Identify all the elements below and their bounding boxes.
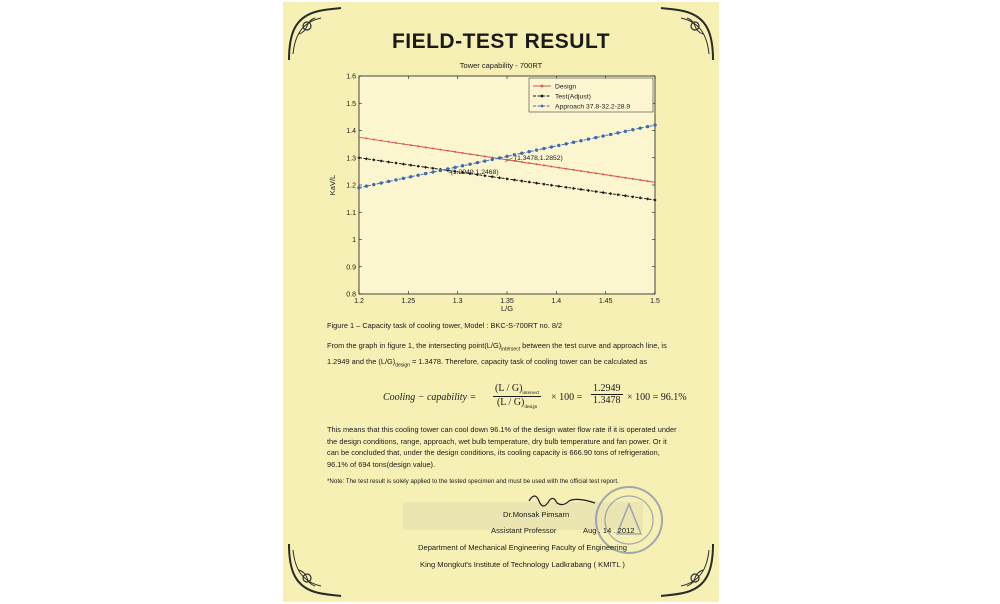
series-point: [646, 125, 649, 128]
department-line: Department of Mechanical Engineering Faculty of Engineering: [418, 543, 627, 552]
legend-label: Test(Adjust): [555, 93, 591, 101]
x-tick-label: 1.4: [551, 298, 562, 305]
series-point: [639, 179, 641, 181]
x-tick-label: 1.2: [354, 298, 364, 305]
y-axis-label: KaV/L: [328, 174, 337, 196]
series-point: [506, 155, 509, 158]
series-point: [380, 140, 382, 142]
series-point: [424, 172, 427, 175]
series-point: [594, 136, 597, 139]
intro-paragraph: [327, 340, 677, 372]
series-point: [654, 124, 657, 127]
legend-label: Design: [555, 83, 577, 91]
series-point: [447, 150, 449, 152]
series-point: [654, 181, 656, 183]
series-point: [610, 175, 612, 177]
series-point: [617, 131, 620, 134]
y-tick-label: 0.8: [346, 291, 356, 299]
formula-frac1-num: (L / G): [495, 383, 523, 394]
legend-marker: [541, 85, 544, 88]
series-point: [469, 163, 472, 166]
series-point: [439, 149, 441, 151]
series-point: [446, 167, 449, 170]
formula-times-1: × 100 =: [551, 392, 583, 403]
series-point: [632, 178, 634, 180]
series-point: [647, 180, 649, 182]
document-page: [283, 2, 719, 602]
series-point: [550, 166, 552, 168]
formula-result: × 100 = 96.1%: [627, 392, 687, 403]
series-point: [595, 172, 597, 174]
series-point: [387, 180, 390, 183]
document-title: FIELD-TEST RESULT: [391, 30, 611, 53]
series-point: [432, 171, 435, 174]
conclusion-paragraph: This means that this cooling tower can cool down 96.1% of the design water flow rate if it is operated under the design conditions, range, approach, wet bulb temperature, dry bulb temperature and fan power. Or it can be concluded that, under the design conditions, its cooling capacity is 666.90 tons of refrigeration, 96.1% of 694 tons(design value).: [327, 425, 677, 469]
y-tick-label: 0.9: [346, 264, 356, 272]
series-point: [580, 139, 583, 142]
series-point: [365, 185, 368, 188]
series-point: [557, 144, 560, 147]
series-point: [388, 141, 390, 143]
annotation-label: (1.2949,1.2468): [450, 169, 499, 177]
series-point: [409, 175, 412, 178]
series-point: [491, 158, 494, 161]
series-point: [543, 164, 545, 166]
signatory-position: Assistant Professor: [491, 526, 557, 535]
series-point: [372, 183, 375, 186]
y-tick-label: 1.5: [346, 100, 356, 108]
series-point: [550, 145, 553, 148]
series-point: [476, 154, 478, 156]
series-point: [365, 137, 367, 139]
series-point: [395, 178, 398, 181]
series-point: [358, 186, 361, 189]
series-point: [573, 169, 575, 171]
design-subscript: design: [395, 362, 410, 369]
intro-text-1: From the graph in figure 1, the intersecting point(L/G): [327, 341, 502, 350]
series-point: [417, 145, 419, 147]
formula-lhs: Cooling − capability =: [383, 392, 477, 403]
series-point: [565, 168, 567, 170]
signature-date: Aug . 14 . 2012: [583, 526, 635, 535]
x-axis-label: L/G: [500, 304, 514, 313]
series-point: [425, 146, 427, 148]
formula-frac2-num: 1.2949: [593, 383, 621, 394]
series-point: [528, 150, 531, 153]
series-point: [580, 170, 582, 172]
legend-marker: [541, 95, 544, 98]
series-point: [528, 162, 530, 164]
corner-ornament-bottom-right: [657, 540, 717, 600]
series-point: [639, 127, 642, 130]
series-point: [602, 135, 605, 138]
series-point: [476, 161, 479, 164]
legend-label: Approach 37.8-32.2-28.9: [555, 103, 631, 111]
y-tick-label: 1.6: [346, 73, 356, 81]
series-point: [602, 173, 604, 175]
series-point: [469, 153, 471, 155]
series-point: [462, 152, 464, 154]
series-point: [543, 147, 546, 150]
signatory-name: Dr.Monsak Pimsarn: [503, 510, 570, 519]
series-point: [402, 177, 405, 180]
y-tick-label: 1.3: [346, 155, 356, 163]
series-point: [380, 182, 383, 185]
disclaimer-note: *Note: The test result is solely applied to the tested specimen and must be used with the official test report.: [327, 478, 619, 485]
y-tick-label: 1.1: [346, 209, 356, 217]
capability-formula: [383, 383, 687, 413]
series-point: [461, 164, 464, 167]
series-point: [373, 139, 375, 141]
series-point: [631, 128, 634, 131]
y-tick-label: 1.2: [346, 182, 356, 190]
formula-fraction-2: [591, 383, 623, 406]
y-tick-label: 1.4: [346, 128, 356, 135]
annotation-label: (1.3478,1.2852): [514, 154, 563, 162]
series-point: [410, 144, 412, 146]
series-point: [609, 133, 612, 136]
series-point: [498, 156, 501, 159]
series-point: [402, 143, 404, 145]
series-point: [565, 142, 568, 145]
series-point: [536, 163, 538, 165]
capability-chart: [325, 58, 677, 320]
series-point: [587, 171, 589, 173]
formula-frac1-den-sub: design: [524, 405, 538, 410]
intro-text-2: between the test curve and approach line, is 1.2949 and the (L/G): [327, 341, 667, 366]
x-tick-label: 1.3: [452, 298, 463, 305]
series-point: [358, 136, 360, 138]
series-point: [454, 151, 456, 153]
series-point: [572, 141, 575, 144]
x-tick-label: 1.35: [500, 298, 514, 305]
intro-text-3: = 1.3478. Therefore, capacity task of cooling tower can be calculated as: [409, 356, 648, 366]
formula-frac1-den: (L / G): [496, 397, 525, 408]
series-point: [432, 148, 434, 150]
figure-caption: Figure 1 – Capacity task of cooling tower, Model : BKC-S-700RT no. 8/2: [327, 321, 563, 330]
x-tick-label: 1.5: [650, 298, 660, 305]
series-point: [484, 155, 486, 157]
legend-marker: [541, 105, 544, 108]
institute-line: King Mongkut's Institute of Technology Ladkrabang ( KMITL ): [420, 560, 625, 569]
formula-frac1-num-sub: intersect: [522, 391, 540, 396]
corner-ornament-bottom-left: [285, 540, 345, 600]
x-tick-label: 1.25: [401, 298, 416, 305]
series-point: [558, 167, 560, 169]
intersect-subscript: intersect: [501, 346, 521, 353]
formula-frac2-den: 1.3478: [593, 395, 621, 406]
series-point: [535, 149, 538, 152]
series-point: [483, 160, 486, 163]
x-tick-label: 1.45: [598, 298, 613, 305]
y-tick-label: 1: [352, 237, 356, 244]
series-point: [624, 130, 627, 133]
series-point: [439, 169, 442, 172]
formula-fraction-1: [493, 383, 541, 410]
series-point: [617, 176, 619, 178]
series-point: [417, 174, 420, 177]
series-point: [624, 177, 626, 179]
series-point: [587, 138, 590, 141]
chart-legend: [529, 78, 653, 112]
series-point: [395, 142, 397, 144]
chart-title: Tower capability - 700RT: [459, 61, 543, 70]
